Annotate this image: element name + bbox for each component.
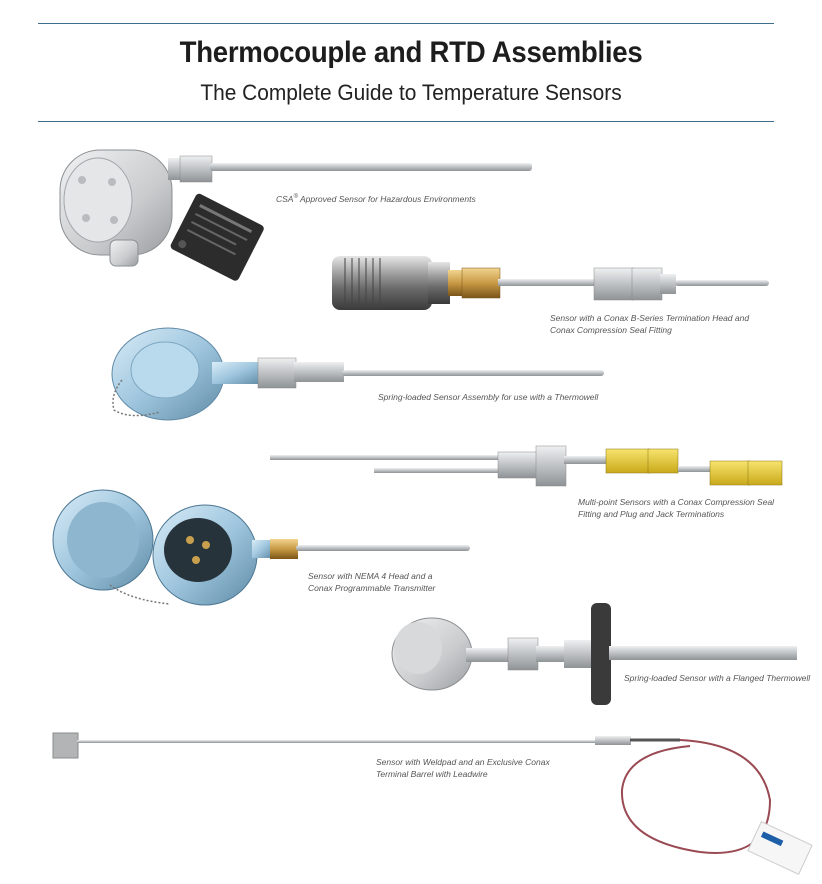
page-title: Thermocouple and RTD Assemblies bbox=[179, 36, 643, 69]
caption-line: Spring-loaded Sensor with a Flanged Thermowell bbox=[624, 673, 811, 683]
caption-line: Sensor with NEMA 4 Head and a bbox=[308, 571, 433, 581]
caption-line: Terminal Barrel with Leadwire bbox=[376, 769, 488, 779]
caption-nema4-sensor bbox=[308, 570, 435, 594]
caption-csa-sensor: CSA® Approved Sensor for Hazardous Environments bbox=[276, 193, 476, 204]
caption-line: Multi-point Sensors with a Conax Compression Seal bbox=[578, 497, 775, 507]
caption-multi-point-sensors bbox=[578, 496, 774, 520]
spring-loaded-assembly-image bbox=[112, 328, 604, 420]
weldpad-sensor-image bbox=[53, 733, 812, 874]
caption-line: Sensor with Weldpad and an Exclusive Conax bbox=[376, 757, 550, 767]
caption-b-series-sensor bbox=[550, 312, 749, 336]
caption-line: Conax Compression Seal Fitting bbox=[550, 325, 672, 335]
caption-line: Conax Programmable Transmitter bbox=[308, 583, 436, 593]
caption-flanged-thermowell bbox=[624, 672, 810, 684]
caption-weldpad-sensor bbox=[376, 756, 550, 780]
caption-line: Sensor with a Conax B-Series Termination Head and bbox=[550, 313, 750, 323]
b-series-sensor-image bbox=[332, 256, 769, 310]
caption-line: Spring-loaded Sensor Assembly for use with a Thermowell bbox=[378, 392, 599, 402]
csa-sensor-image bbox=[60, 150, 532, 282]
caption-spring-loaded-assembly bbox=[378, 391, 598, 403]
caption-line: Fitting and Plug and Jack Terminations bbox=[578, 509, 725, 519]
flanged-thermowell-image bbox=[392, 603, 797, 705]
page-subtitle: The Complete Guide to Temperature Sensors bbox=[200, 80, 622, 105]
multi-point-sensors-image bbox=[270, 446, 782, 486]
